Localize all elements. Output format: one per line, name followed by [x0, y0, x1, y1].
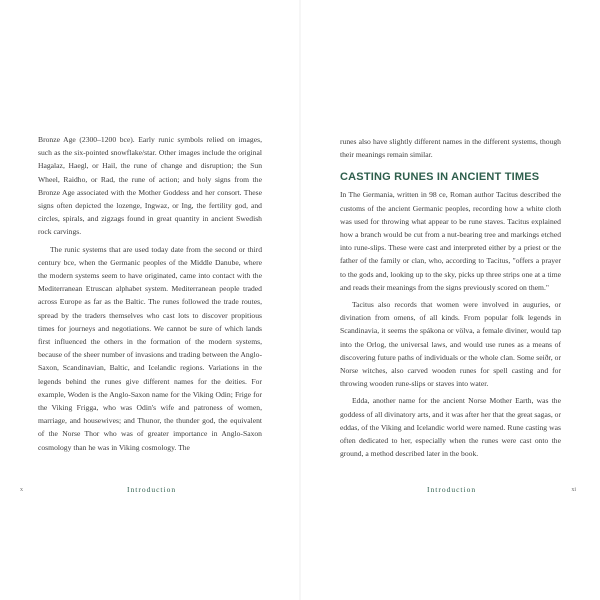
- running-footer: Introduction: [127, 485, 177, 494]
- body-paragraph: runes also have slightly different names in the different systems, though their meanings remain similar.: [340, 137, 561, 160]
- body-paragraph: Tacitus also records that women were involved in auguries, or divination from omens, of all kinds. From popular folk legends in Scandinavia, it seems the spákona or völva, a female diviner, would tap into the Orlog, the universal laws, and would use runes as a means of discovering future paths of individuals or the whole clan. Some seiðr, or Norse witches, also carved wooden runes for spell casting and for throwing wooden rune-slips or staves into water.: [340, 300, 561, 389]
- body-paragraph: The runic systems that are used today date from the second or third century bce, when the Germanic peoples of the Middle Danube, where the modern systems seem to have originated, came into contact with the Mediterranean Etruscan alphabet system. Mediterranean people traded across Europe as far as the Baltic. The runes followed the trade routes, spread by the traders themselves who cast lots to discover propitious times for journeys and negotiations. We cannot be sure of which lands first influenced the others in the formation of the modern systems, because of the sheer number of invasions and trading between the Anglo-Saxon, Scandinavian, Baltic, and Icelandic regions. Variations in the legends behind the runes give different names for the deities. For example, Woden is the Anglo-Saxon name for the Viking Odin; Frige for the Viking Frigga, who was Odin's wife and patroness of women, marriage, and housewives; and Thunor, the thunder god, the equivalent of the Norse Thor who was of greater importance in Anglo-Saxon cosmology than he was in Viking cosmology. The: [38, 244, 262, 452]
- body-paragraph: Edda, another name for the ancient Norse Mother Earth, was the goddess of all divinatory arts, and it was after her that the great sagas, or eddas, of the Viking and Icelandic world were named. Rune casting was often dedicated to her, especially when the runes were cast onto the ground, a method described later in the book.: [340, 396, 561, 459]
- left-page-body: [38, 133, 262, 454]
- right-page: [300, 0, 600, 600]
- page-number: x: [20, 487, 23, 493]
- section-heading: CASTING RUNES IN ANCIENT TIMES: [340, 171, 540, 184]
- body-paragraph: Bronze Age (2300–1200 bce). Early runic symbols relied on images, such as the six-pointed snowflake/star. Other images include the original Hagalaz, Haegl, or Hail, the rune of change and disruption; the Sun Wheel, Raidho, or Rad, the rune of action; and holy signs from the Bronze Age associated with the Mother Goddess and her consort. These signs often depicted the lozenge, Ingwaz, or Ing, the fertility god, and circles, spirals, and zigzags found in great quantity in ancient Swedish rock carvings.: [38, 135, 262, 237]
- right-page-body: [340, 135, 561, 460]
- body-paragraph: In The Germania, written in 98 ce, Roman author Tacitus described the customs of the ancient Germanic peoples, recording how a white cloth was used for throwing what appear to be rune staves. Tacitus explained how a branch would be cut from a nut-bearing tree and markings etched into rune-slips. These were cast and interpreted either by a priest or the father of the family or clan, who, according to Tacitus, "offers a prayer to the gods and, looking up to the sky, picks up three strips one at a time and reads their meanings from the signs previously scored on them.": [340, 190, 561, 292]
- running-footer: Introduction: [427, 485, 477, 494]
- page-number: xi: [571, 487, 576, 493]
